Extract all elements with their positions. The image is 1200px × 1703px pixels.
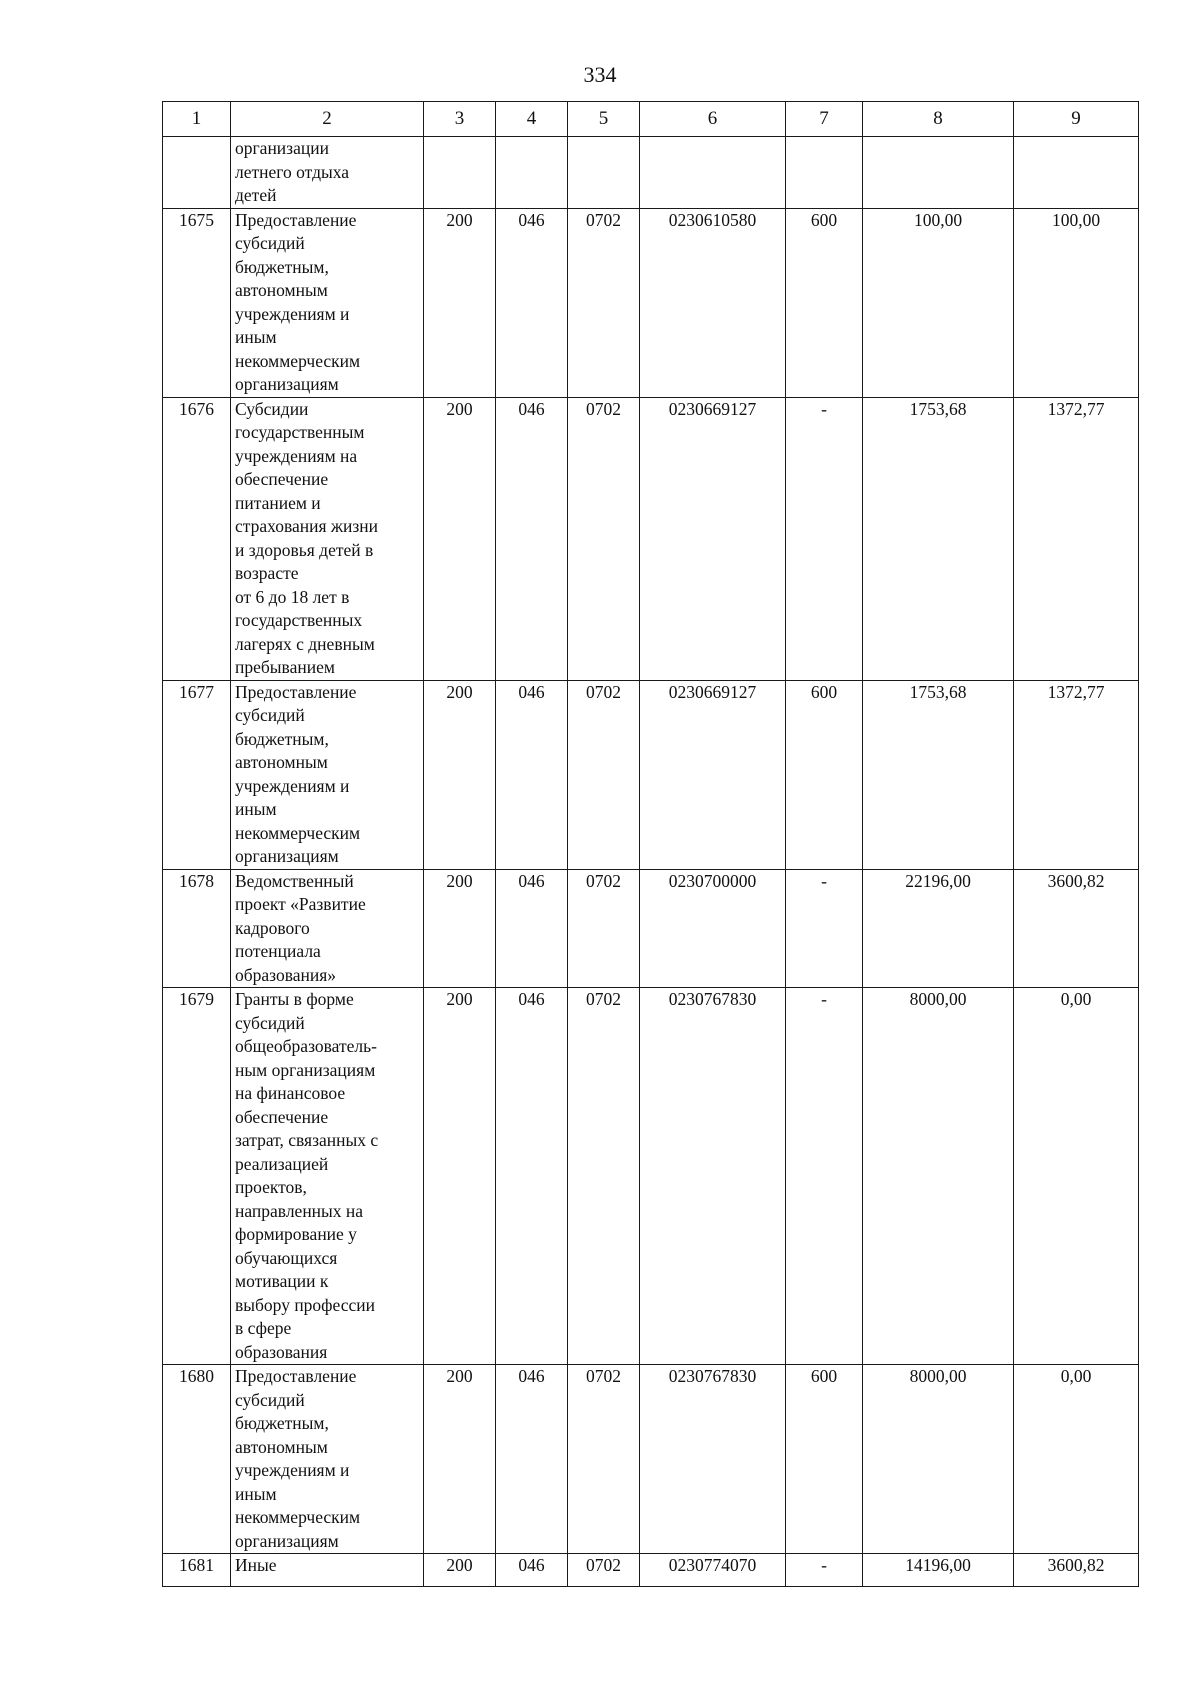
table-row: [163, 1554, 1139, 1587]
amount-executed-cell: 3600,82: [1014, 869, 1139, 988]
column-header: 4: [496, 102, 568, 137]
department-code-cell: 046: [496, 1365, 568, 1554]
ministry-code-cell: 200: [424, 1554, 496, 1587]
expense-type-cell: 600: [786, 680, 863, 869]
amount-executed-cell: 0,00: [1014, 1365, 1139, 1554]
ministry-code-cell: 200: [424, 1365, 496, 1554]
expense-type-cell: -: [786, 869, 863, 988]
table-row: [163, 988, 1139, 1365]
section-code-cell: 0702: [568, 869, 640, 988]
empty-cell: [424, 137, 496, 209]
section-code-cell: 0702: [568, 208, 640, 397]
department-code-cell: 046: [496, 988, 568, 1365]
amount-executed-cell: 100,00: [1014, 208, 1139, 397]
header-row: [163, 102, 1139, 137]
table-row: [163, 1365, 1139, 1554]
amount-planned-cell: 14196,00: [863, 1554, 1014, 1587]
row-number-cell: 1678: [163, 869, 231, 988]
column-header: 3: [424, 102, 496, 137]
expense-type-cell: -: [786, 988, 863, 1365]
amount-planned-cell: 8000,00: [863, 1365, 1014, 1554]
row-name-cell: Предоставление субсидий бюджетным, автономным учреждениям и иным некоммерческим организациям: [231, 680, 424, 869]
row-number-cell: 1680: [163, 1365, 231, 1554]
amount-planned-cell: 8000,00: [863, 988, 1014, 1365]
amount-executed-cell: 3600,82: [1014, 1554, 1139, 1587]
expense-type-cell: 600: [786, 1365, 863, 1554]
page-number: 334: [583, 62, 617, 87]
target-article-cell: 0230669127: [640, 397, 786, 680]
row-name-cell: Предоставление субсидий бюджетным, автономным учреждениям и иным некоммерческим организациям: [231, 1365, 424, 1554]
department-code-cell: 046: [496, 397, 568, 680]
ministry-code-cell: 200: [424, 680, 496, 869]
amount-planned-cell: 1753,68: [863, 397, 1014, 680]
target-article-cell: 0230767830: [640, 1365, 786, 1554]
row-number-cell: 1675: [163, 208, 231, 397]
column-header: 5: [568, 102, 640, 137]
section-code-cell: 0702: [568, 680, 640, 869]
empty-cell: [863, 137, 1014, 209]
row-number-cell: 1681: [163, 1554, 231, 1587]
row-name-cell: Предоставление субсидий бюджетным, автономным учреждениям и иным некоммерческим организациям: [231, 208, 424, 397]
empty-cell: [496, 137, 568, 209]
table-row: [163, 680, 1139, 869]
expense-type-cell: -: [786, 1554, 863, 1587]
row-name-cell: Гранты в форме субсидий общеобразователь- ным организациям на финансовое обеспечение затрат, связанных с реализацией проектов, направленных на формирование у обучающихся мотивации к выбору профессии в сфере образования: [231, 988, 424, 1365]
row-name-cell: Ведомственный проект «Развитие кадрового потенциала образования»: [231, 869, 424, 988]
amount-executed-cell: 1372,77: [1014, 680, 1139, 869]
amount-planned-cell: 100,00: [863, 208, 1014, 397]
section-code-cell: 0702: [568, 1554, 640, 1587]
target-article-cell: 0230700000: [640, 869, 786, 988]
column-header: 9: [1014, 102, 1139, 137]
empty-cell: [786, 137, 863, 209]
target-article-cell: 0230610580: [640, 208, 786, 397]
ministry-code-cell: 200: [424, 397, 496, 680]
column-header: 8: [863, 102, 1014, 137]
section-code-cell: 0702: [568, 988, 640, 1365]
target-article-cell: 0230767830: [640, 988, 786, 1365]
table-row: [163, 869, 1139, 988]
amount-planned-cell: 22196,00: [863, 869, 1014, 988]
section-code-cell: 0702: [568, 397, 640, 680]
row-number-cell: 1677: [163, 680, 231, 869]
empty-cell: [568, 137, 640, 209]
department-code-cell: 046: [496, 869, 568, 988]
row-number-cell: 1679: [163, 988, 231, 1365]
target-article-cell: 0230669127: [640, 680, 786, 869]
department-code-cell: 046: [496, 1554, 568, 1587]
ministry-code-cell: 200: [424, 988, 496, 1365]
amount-planned-cell: 1753,68: [863, 680, 1014, 869]
ministry-code-cell: 200: [424, 869, 496, 988]
row-name-cell: организации летнего отдыха детей: [231, 137, 424, 209]
table-row: [163, 397, 1139, 680]
column-header: 7: [786, 102, 863, 137]
row-name-cell: Субсидии государственным учреждениям на обеспечение питанием и страхования жизни и здоровья детей в возрасте от 6 до 18 лет в государственных лагерях с дневным пребыванием: [231, 397, 424, 680]
row-number-cell: [163, 137, 231, 209]
column-header: 2: [231, 102, 424, 137]
empty-cell: [1014, 137, 1139, 209]
department-code-cell: 046: [496, 680, 568, 869]
amount-executed-cell: 1372,77: [1014, 397, 1139, 680]
column-header: 6: [640, 102, 786, 137]
section-code-cell: 0702: [568, 1365, 640, 1554]
empty-cell: [640, 137, 786, 209]
column-header: 1: [163, 102, 231, 137]
department-code-cell: 046: [496, 208, 568, 397]
row-name-cell: Иные: [231, 1554, 424, 1587]
expense-type-cell: 600: [786, 208, 863, 397]
budget-table: [162, 101, 1139, 1587]
ministry-code-cell: 200: [424, 208, 496, 397]
target-article-cell: 0230774070: [640, 1554, 786, 1587]
table-row-continuation: [163, 137, 1139, 209]
table-row: [163, 208, 1139, 397]
expense-type-cell: -: [786, 397, 863, 680]
row-number-cell: 1676: [163, 397, 231, 680]
amount-executed-cell: 0,00: [1014, 988, 1139, 1365]
